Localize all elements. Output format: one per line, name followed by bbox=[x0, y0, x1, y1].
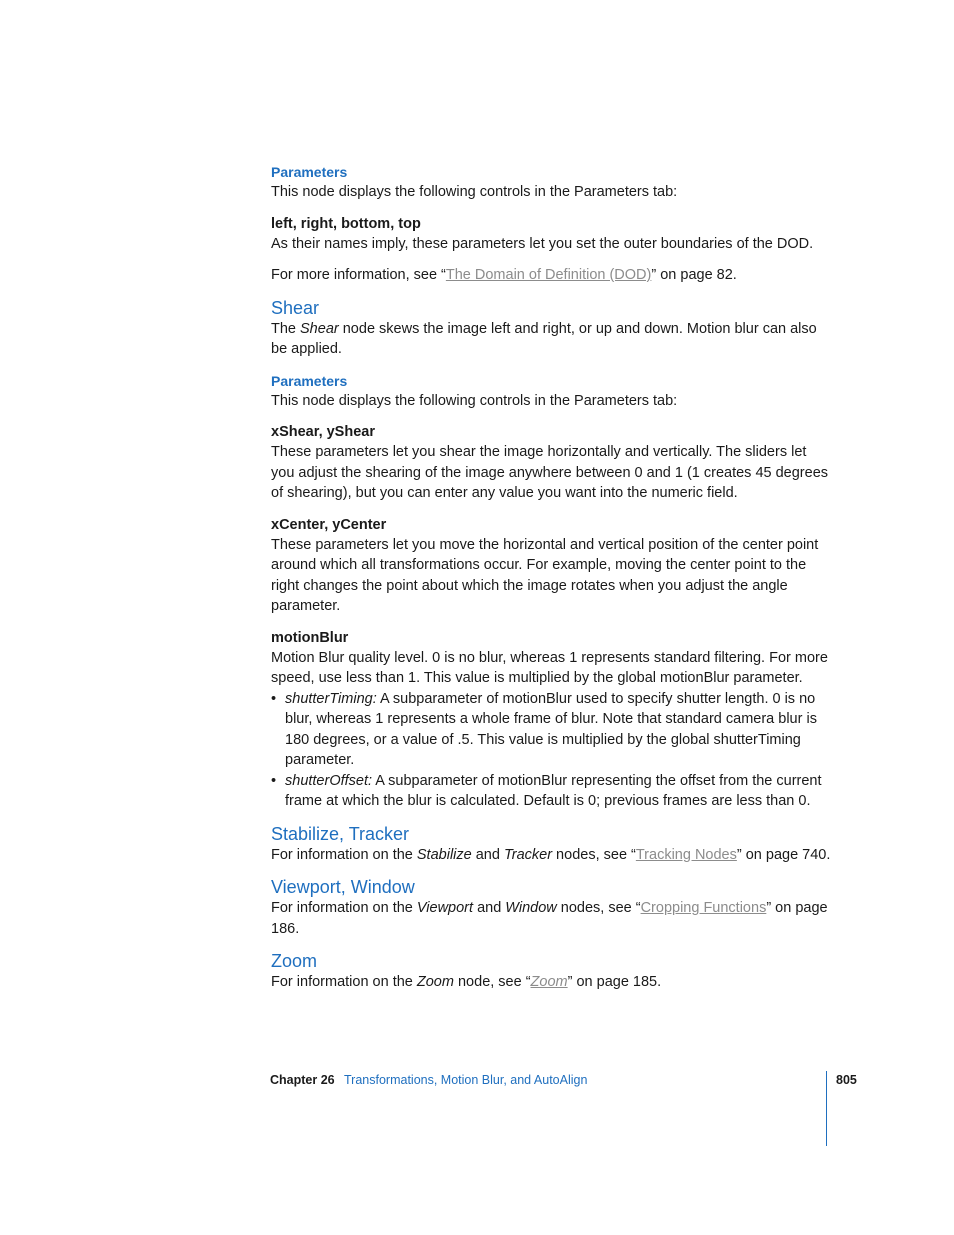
shear-parameters-intro: This node displays the following controls in the Parameters tab: bbox=[271, 392, 678, 409]
zoom-heading: Zoom bbox=[271, 951, 318, 971]
stabilize-text: For information on the Stabilize and Tracker nodes, see “Tracking Nodes” on page 740. bbox=[271, 846, 831, 863]
shear-heading: Shear bbox=[271, 297, 320, 318]
viewport-heading: Viewport, Window bbox=[271, 877, 415, 897]
term-left-right-bottom-top: left, right, bottom, top bbox=[271, 215, 421, 232]
motionblur-description: Motion Blur quality level. 0 is no blur, whereas 1 represents standard filtering. For more speed, use less than 1. This value is multiplied by the global motionBlur parameter. bbox=[271, 649, 828, 686]
term-motionblur: motionBlur bbox=[271, 629, 349, 646]
motionblur-bullets bbox=[271, 689, 831, 812]
shear-intro: The Shear node skews the image left and right, or up and down. Motion blur can also be applied. bbox=[271, 320, 817, 357]
page-body bbox=[271, 162, 831, 993]
page-number: 805 bbox=[836, 1073, 857, 1087]
viewport-text: For information on the Viewport and Window nodes, see “Cropping Functions” on page 186. bbox=[271, 900, 828, 937]
xcenter-description: These parameters let you move the horizontal and vertical position of the center point around which all transformations occur. For example, moving the center point to the right changes the point about which the image rotates when you adjust the angle parameter. bbox=[271, 536, 819, 614]
shear-parameters-subheading: Parameters bbox=[271, 372, 348, 389]
cropping-functions-link[interactable]: Cropping Functions bbox=[640, 900, 767, 916]
dod-link[interactable]: The Domain of Definition (DOD) bbox=[445, 267, 652, 283]
footer-chapter-title: Transformations, Motion Blur, and AutoAlign bbox=[344, 1073, 588, 1087]
term-xshear-yshear: xShear, yShear bbox=[271, 424, 375, 440]
more-info: For more information, see “The Domain of Definition (DOD)” on page 82. bbox=[271, 267, 737, 283]
term-xcenter-ycenter: xCenter, yCenter bbox=[271, 516, 387, 533]
bullet-shuttertiming: • shutterTiming: A subparameter of motionBlur used to specify shutter length. 0 is no blur, whereas 1 represents a whole frame of blur. Note that standard camera blur is 180 degrees, or a value of .5. This value is multiplied by the global shutterTiming parameter. bbox=[271, 689, 831, 771]
stabilize-heading: Stabilize, Tracker bbox=[271, 823, 410, 844]
footer-divider bbox=[826, 1071, 827, 1146]
parameters-intro: This node displays the following controls in the Parameters tab: bbox=[271, 184, 678, 200]
footer-chapter: Chapter 26 bbox=[270, 1073, 335, 1087]
tracking-nodes-link[interactable]: Tracking Nodes bbox=[635, 846, 737, 863]
xshear-description: These parameters let you shear the image horizontally and vertically. The sliders let you adjust the shearing of the image anywhere between 0 and 1 (1 creates 45 degrees of shearing), but you can enter any value you want into the numeric field. bbox=[271, 444, 829, 501]
zoom-text: For information on the Zoom node, see “Zoom” on page 185. bbox=[271, 974, 662, 990]
zoom-link[interactable]: Zoom bbox=[530, 974, 568, 990]
term-description: As their names imply, these parameters let you set the outer boundaries of the DOD. bbox=[271, 235, 814, 252]
parameters-subheading: Parameters bbox=[271, 164, 348, 180]
bullet-shutteroffset: • shutterOffset: A subparameter of motionBlur representing the offset from the current frame at which the blur is calculated. Default is 0; previous frames are less than 0. bbox=[271, 771, 831, 812]
